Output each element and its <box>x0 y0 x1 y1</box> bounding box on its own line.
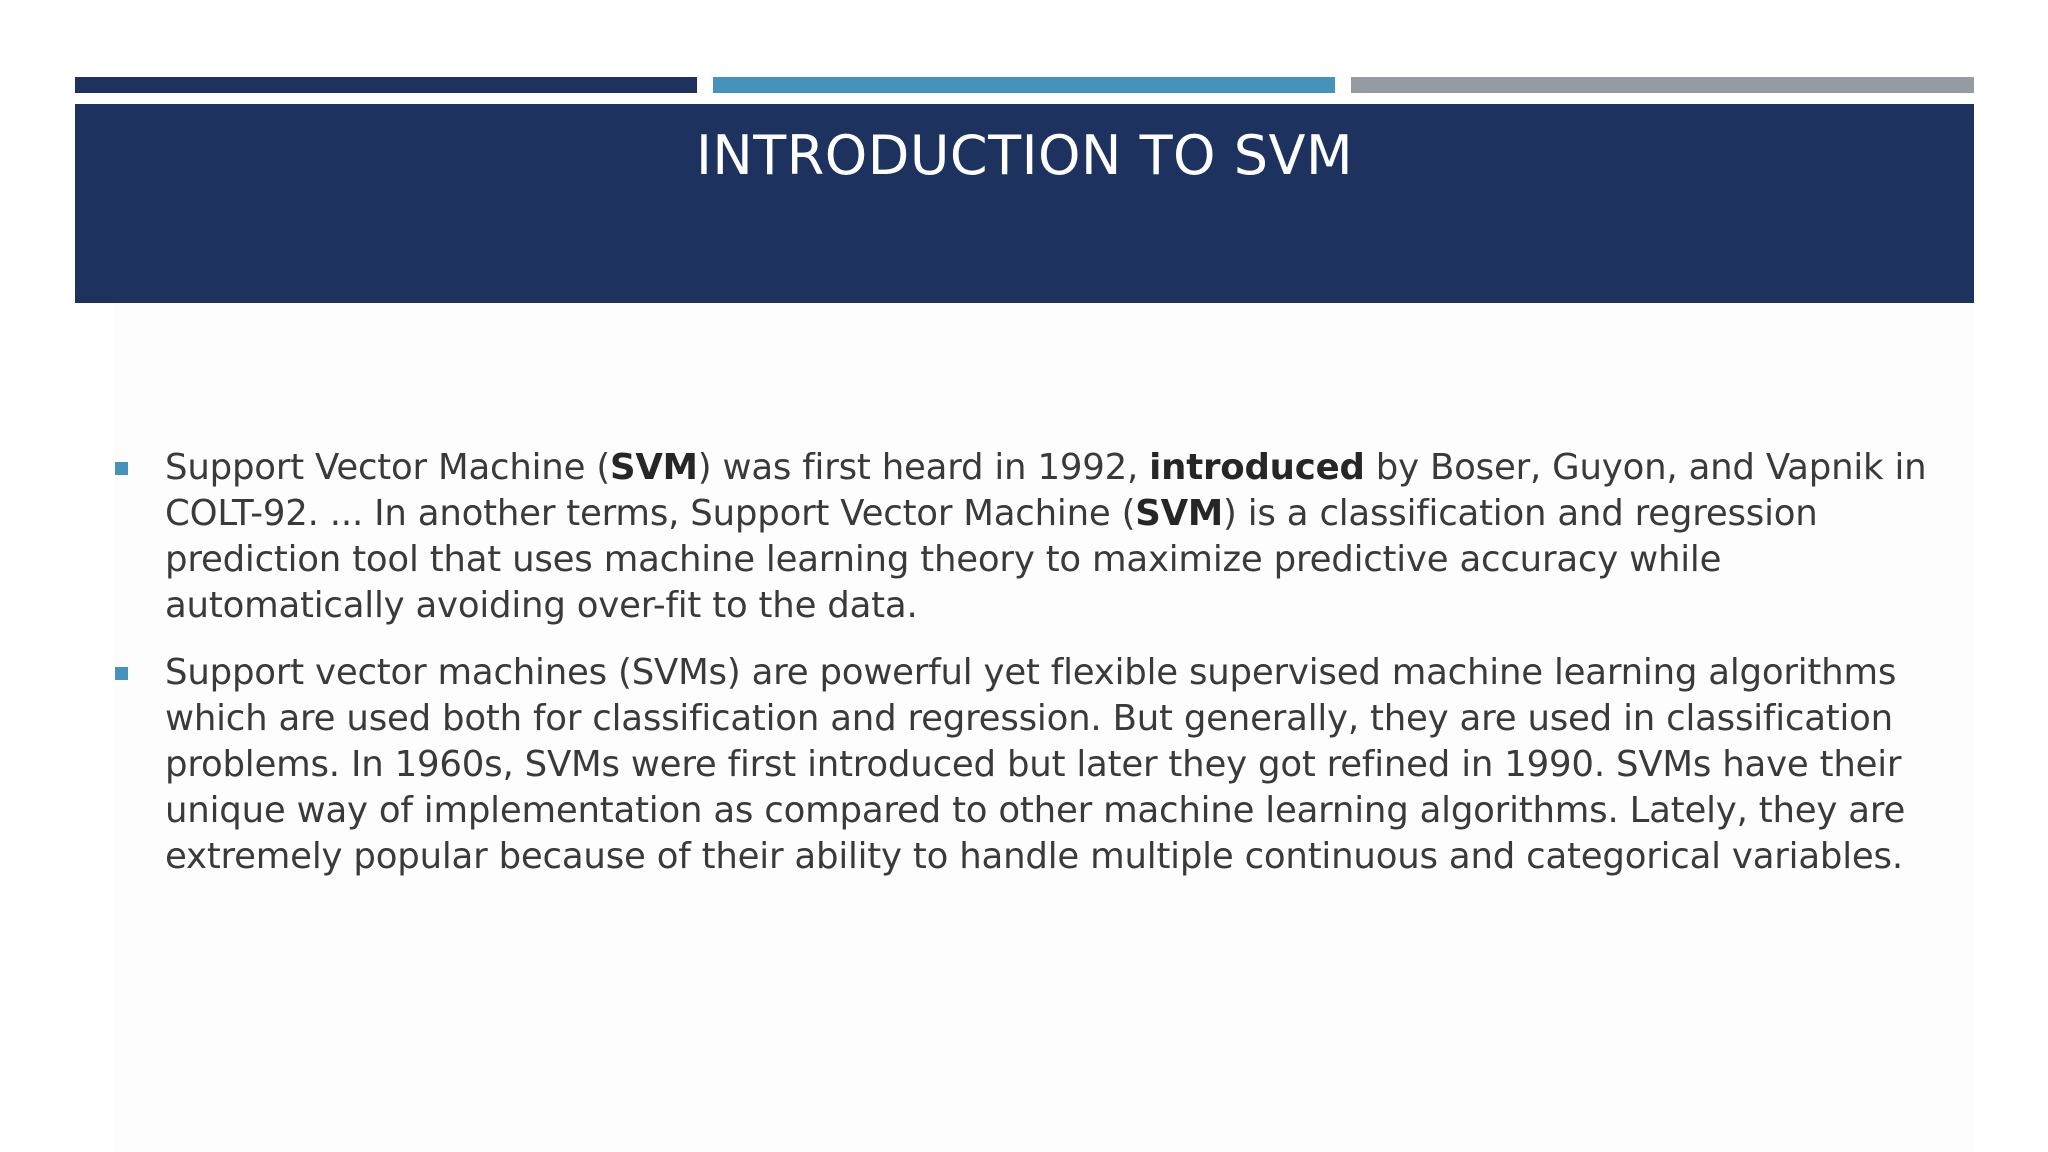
accent-bar-navy <box>75 77 697 93</box>
accent-bar-gray <box>1351 77 1974 93</box>
bullet-1-segment: by Boser, Guyon, and Vapnik in COLT-92. ... In another terms, Support Vector Machine ( <box>165 447 1927 534</box>
title-band <box>75 104 1974 303</box>
bullet-1-segment: ) is a classification and regression prediction tool that uses machine learning theory to maximize predictive accuracy while automatically avoiding over-fit to the data. <box>165 493 1818 626</box>
bullet-1-bold-segment: introduced <box>1149 447 1365 488</box>
bullet-1-segment: Support Vector Machine ( <box>165 447 610 488</box>
bullet-2-segment: Support vector machines (SVMs) are powerful yet flexible supervised machine learning algorithms which are used both for classification and regression. But generally, they are used in classification problems. In 1960s, SVMs were first introduced but later they got refined in 1990. SVMs have their unique way of implementation as compared to other machine learning algorithms. Lately, they are extremely popular because of their ability to handle multiple continuous and categorical variables. <box>165 652 1906 877</box>
accent-bar-teal <box>713 77 1335 93</box>
bullet-item-1 <box>113 445 1943 629</box>
square-bullet-icon <box>115 462 128 475</box>
bullet-1-segment: ) was first heard in 1992, <box>697 447 1150 488</box>
bullet-1-bold-segment: SVM <box>609 447 698 488</box>
bullet-list <box>113 445 1943 901</box>
bullet-text-2 <box>165 652 1905 877</box>
slide-title: INTRODUCTION TO SVM <box>695 124 1354 187</box>
bullet-text-1 <box>165 447 1926 626</box>
bullet-item-2 <box>113 650 1943 880</box>
bullet-1-bold-segment: SVM <box>1135 493 1224 534</box>
square-bullet-icon <box>115 667 128 680</box>
